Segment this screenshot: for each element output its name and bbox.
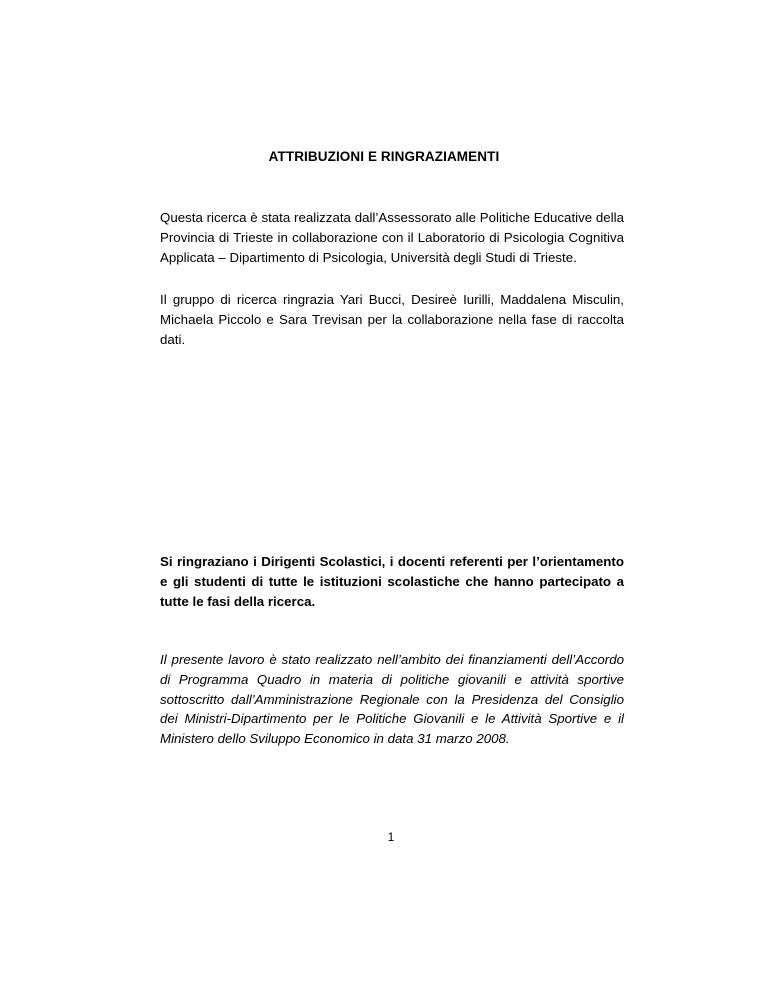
paragraph-research-group-thanks: Il gruppo di ricerca ringrazia Yari Bucci, Desireè Iurilli, Maddalena Misculin, Michaela Piccolo e Sara Trevisan per la collaborazione nella fase di raccolta dati. [160, 292, 624, 347]
page-title: ATTRIBUZIONI E RINGRAZIAMENTI [268, 149, 500, 164]
paragraph-research-attribution: Questa ricerca è stata realizzata dall’Assessorato alle Politiche Educative della Provincia di Trieste in collaborazione con il Laboratorio di Psicologia Cognitiva Applicata – Dipartimento di Psicologia, Università degli Studi di Trieste. [160, 210, 624, 265]
paragraph-funding-note: Il presente lavoro è stato realizzato nell’ambito dei finanziamenti dell’Accordo di Programma Quadro in materia di politiche giovanili e attività sportive sottoscritto dall’Amministrazione Regionale con la Presidenza del Consiglio dei Ministri-Dipartimento per le Politiche Giovanili e le Attività Sportive e il Ministero dello Sviluppo Economico in data 31 marzo 2008. [160, 652, 624, 747]
page-number: 1 [387, 830, 395, 844]
paragraph-schools-thanks: Si ringraziano i Dirigenti Scolastici, i docenti referenti per l’orientamento e gli studenti di tutte le istituzioni scolastiche che hanno partecipato a tutte le fasi della ricerca. [160, 554, 624, 609]
